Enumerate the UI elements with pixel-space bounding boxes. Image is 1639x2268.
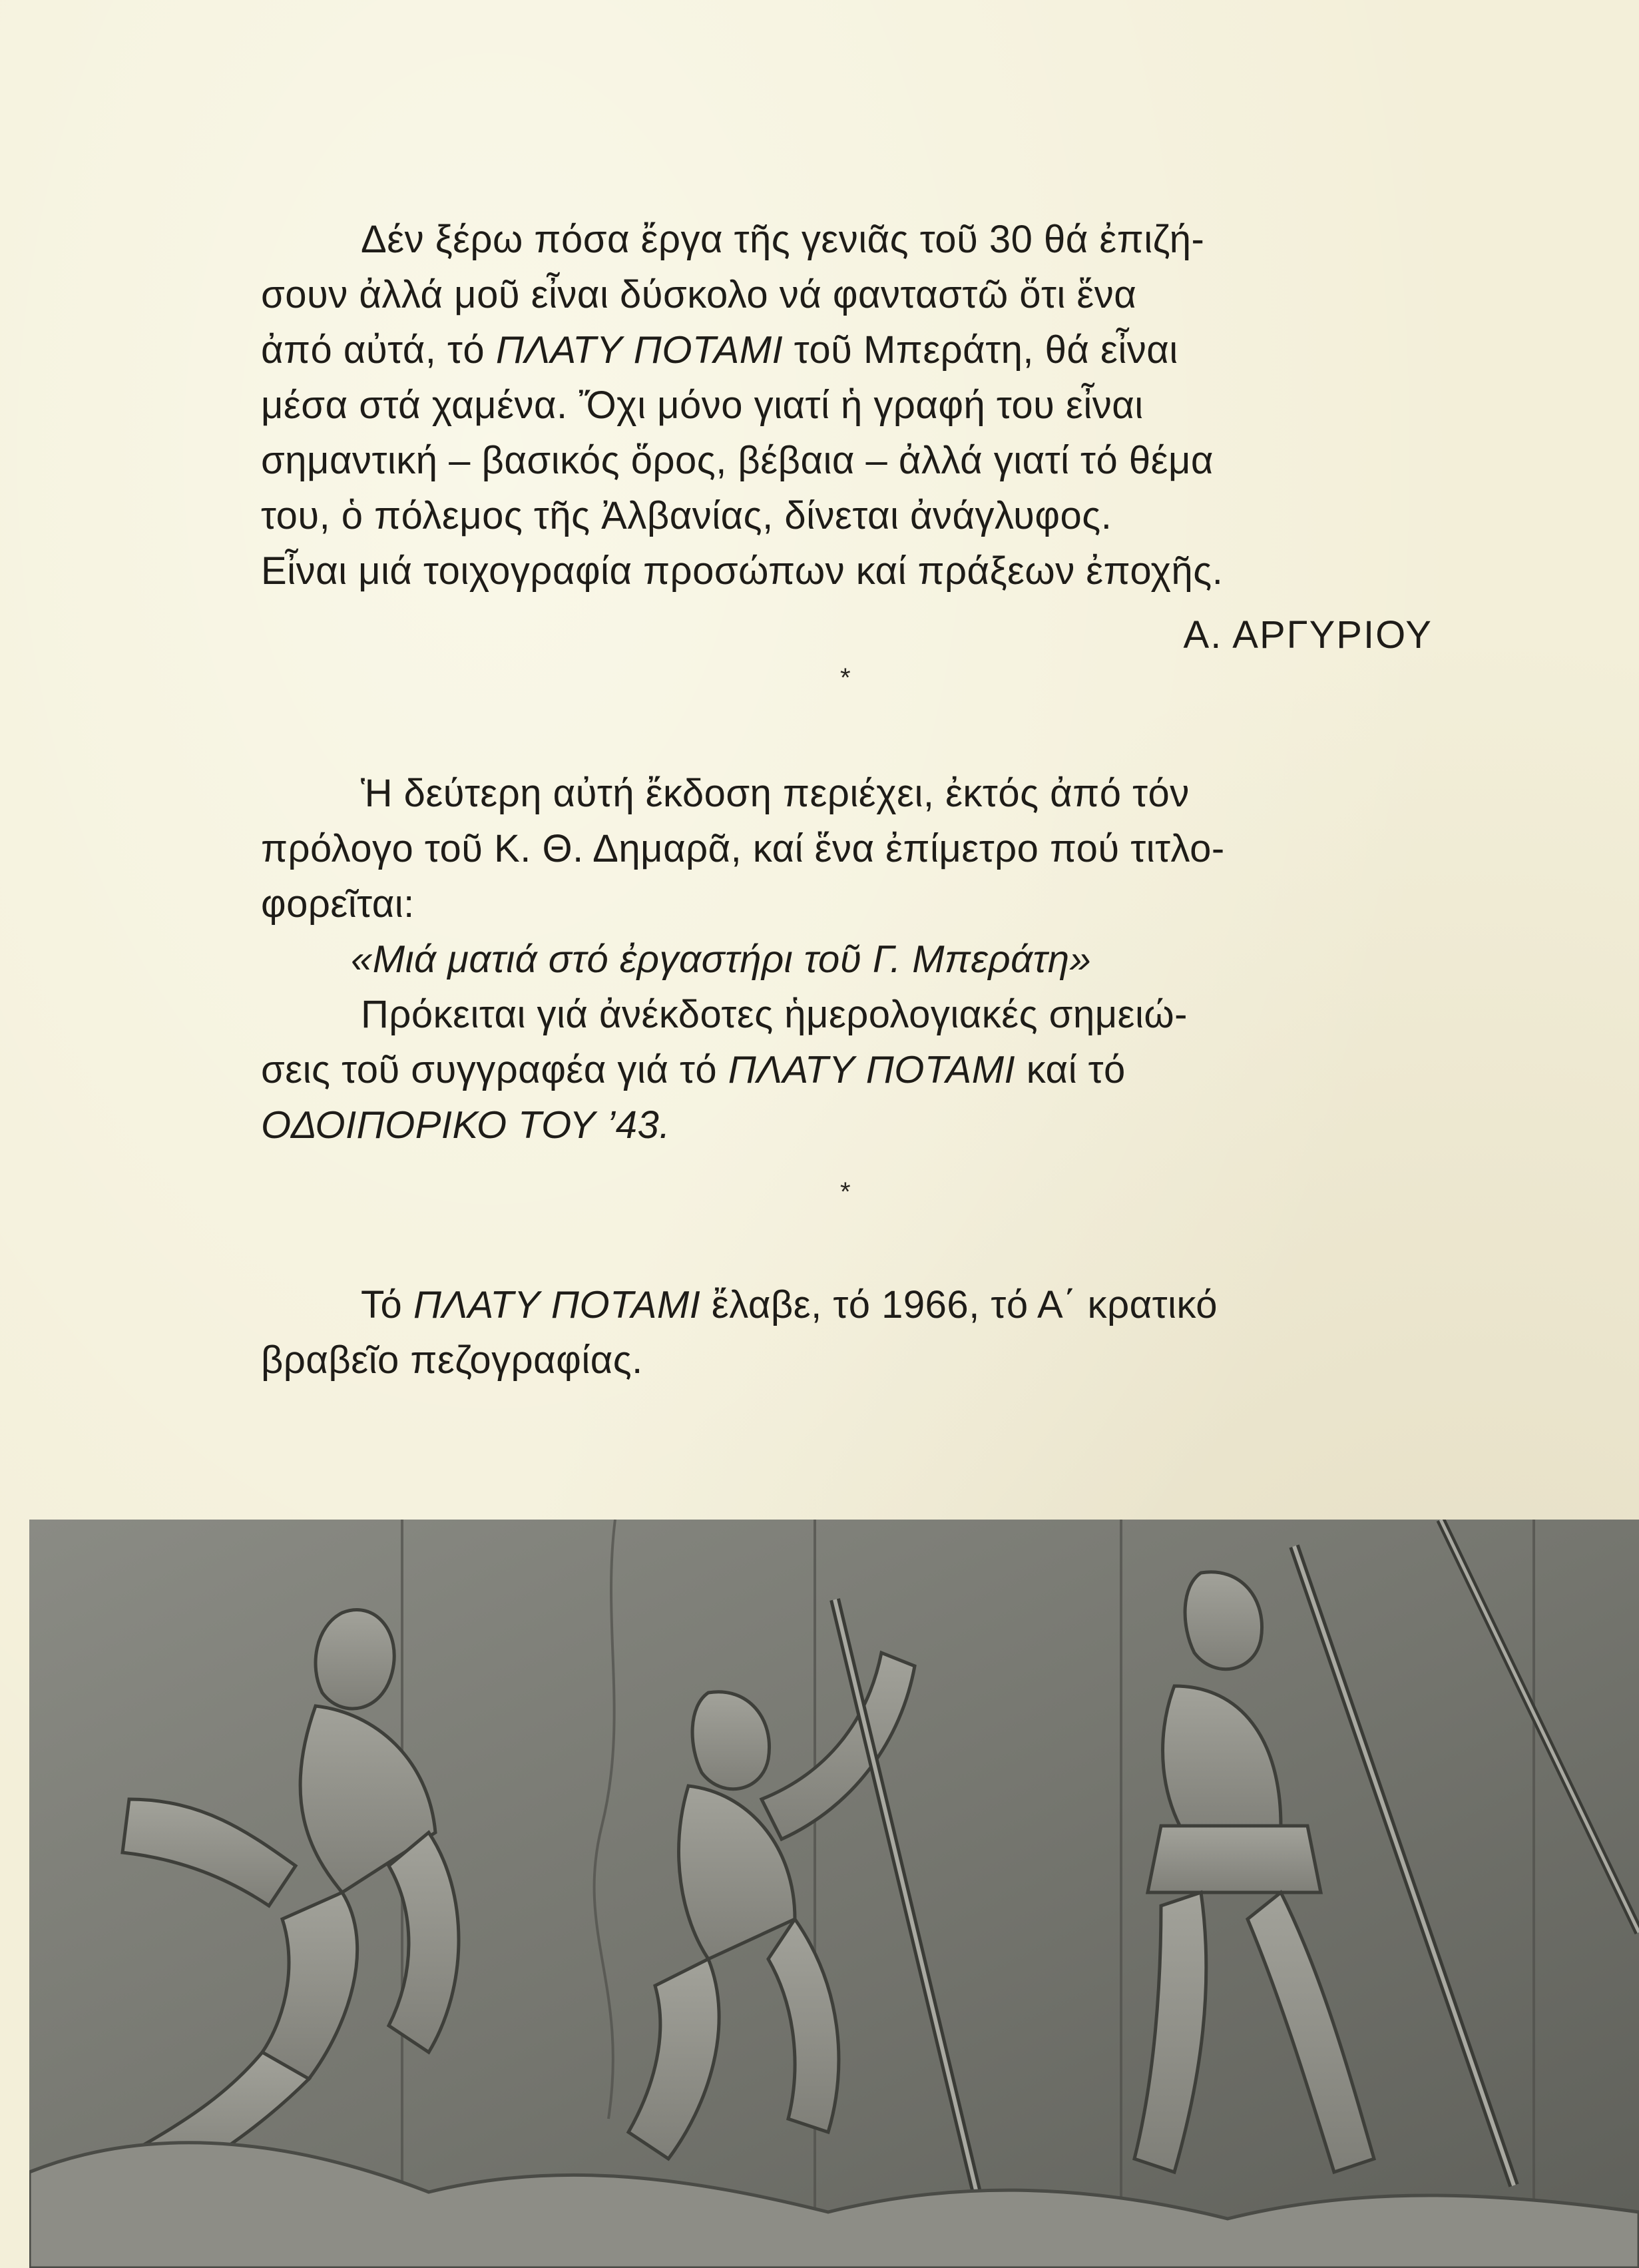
edition-line: Ἡ δεύτερη αὐτή ἔκδοση περιέχει, ἐκτός ἀπό τόν: [361, 772, 1190, 815]
quote-line: μέσα στά χαμένα. Ὄχι μόνο γιατί ἡ γραφή του εἶναι: [261, 384, 1144, 427]
quote-line: σουν ἀλλά μοῦ εἶναι δύσκολο νά φανταστῶ ὅτι ἕνα: [261, 273, 1137, 316]
quote-line: τοῦ Μπεράτη, θά εἶναι: [783, 328, 1178, 372]
quote-line: ἀπό αὐτά, τό: [261, 328, 496, 372]
award-text: βραβεῖο πεζογραφίας.: [261, 1338, 643, 1382]
stone-relief-image: [29, 1520, 1639, 2268]
relief-illustration: [29, 1520, 1639, 2268]
edition-line: Πρόκειται γιά ἀνέκδοτες ἡμερολογιακές σημειώ-: [361, 993, 1188, 1036]
edition-line: καί τό: [1015, 1048, 1126, 1091]
edition-line: σεις τοῦ συγγραφέα γιά τό: [261, 1048, 728, 1091]
edition-line: πρόλογο τοῦ Κ. Θ. Δημαρᾶ, καί ἕνα ἐπίμετρο πού τιτλο-: [261, 827, 1225, 870]
book-title: ΠΛΑΤΥ ΠΟΤΑΜΙ: [413, 1283, 701, 1326]
quote-line: Εἶναι μιά τοιχογραφία προσώπων καί πράξεων ἐποχῆς.: [261, 549, 1224, 593]
separator-star: *: [840, 1177, 851, 1207]
separator-star: *: [840, 663, 851, 693]
quote-signature: Α. ΑΡΓΥΡΙΟΥ: [1183, 613, 1433, 657]
quote-line: σημαντική – βασικός ὅρος, βέβαια – ἀλλά γιατί τό θέμα: [261, 439, 1214, 482]
award-note: [261, 1277, 1433, 1388]
quote-line: του, ὁ πόλεμος τῆς Ἀλβανίας, δίνεται ἀνάγλυφος.: [261, 494, 1112, 537]
second-book-title: ΟΔΟΙΠΟΡΙΚΟ ΤΟΥ ’43.: [261, 1103, 670, 1147]
book-title: ΠΛΑΤΥ ΠΟΤΑΜΙ: [495, 328, 784, 372]
edition-note: [261, 766, 1433, 1153]
appendix-title: «Μιά ματιά στό ἐργαστήρι τοῦ Γ. Μπεράτη»: [351, 938, 1092, 981]
award-text: Τό: [361, 1283, 413, 1326]
edition-line: φορεῖται:: [261, 882, 415, 926]
award-text: ἔλαβε, τό 1966, τό Α΄ κρατικό: [700, 1283, 1218, 1326]
quote-line: Δέν ξέρω πόσα ἔργα τῆς γενιᾶς τοῦ 30 θά ἐπιζή-: [361, 218, 1205, 261]
critic-quote: [261, 212, 1433, 599]
book-title: ΠΛΑΤΥ ΠΟΤΑΜΙ: [728, 1048, 1016, 1091]
